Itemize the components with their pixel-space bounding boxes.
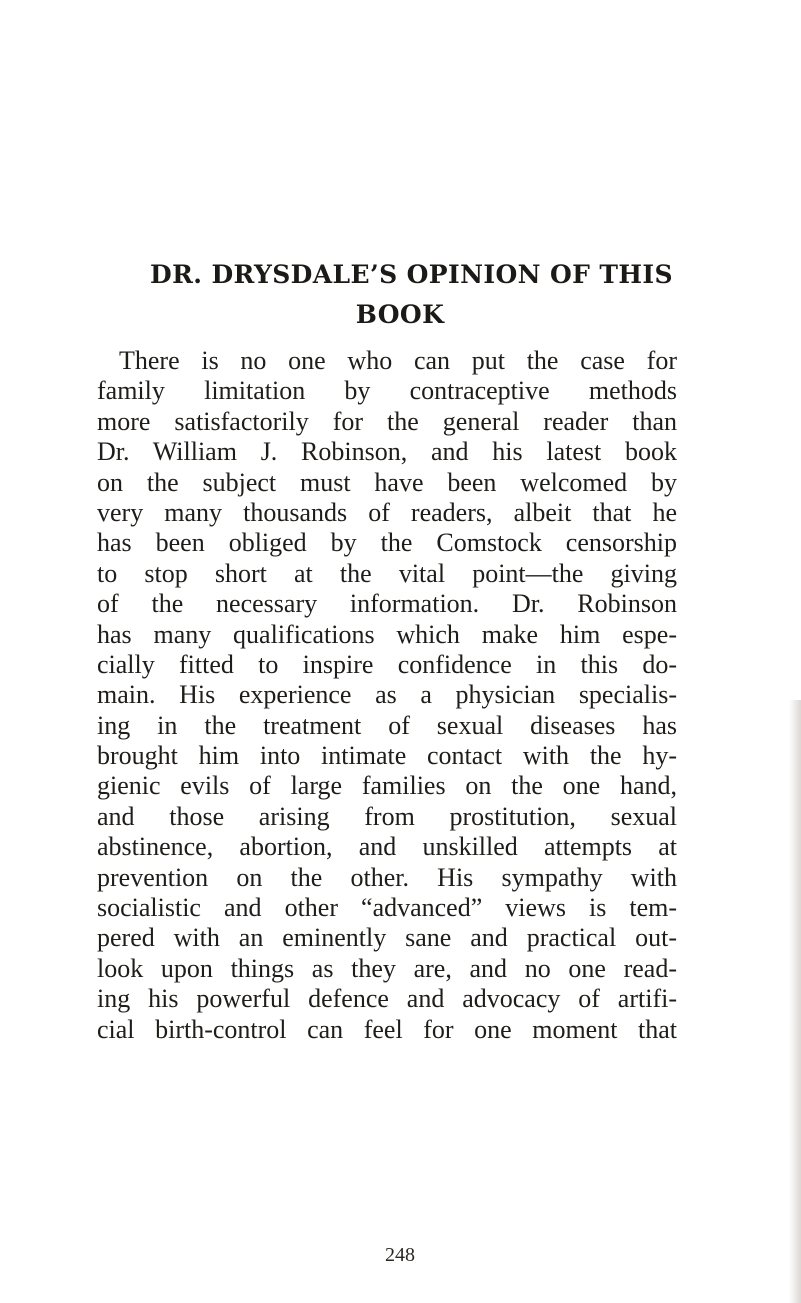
page-edge-shadow xyxy=(789,700,801,1303)
text-line: pered with an eminently sane and practical out- xyxy=(97,923,677,953)
heading-line-2: BOOK xyxy=(355,300,445,329)
body-paragraph xyxy=(97,346,677,1045)
text-line: ing his powerful defence and advocacy of artifi- xyxy=(97,984,677,1014)
text-line: and those arising from prostitution, sexual xyxy=(97,801,677,831)
text-line: has many qualifications which make him espe- xyxy=(97,619,677,649)
text-line: to stop short at the vital point—the giving xyxy=(97,558,677,588)
heading-line-1: DR. DRYSDALE’S OPINION OF THIS xyxy=(150,260,673,289)
text-line: There is no one who can put the case for xyxy=(119,346,677,375)
text-line: ing in the treatment of sexual diseases has xyxy=(97,710,677,740)
text-line: more satisfactorily for the general reader than xyxy=(97,406,677,436)
text-line: look upon things as they are, and no one read- xyxy=(97,953,677,983)
text-line: main. His experience as a physician specialis- xyxy=(97,680,677,710)
text-line: family limitation by contraceptive methods xyxy=(97,376,677,406)
text-line: very many thousands of readers, albeit that he xyxy=(97,497,677,527)
text-line: has been obliged by the Comstock censorship xyxy=(97,528,677,558)
text-line: gienic evils of large families on the one hand, xyxy=(97,771,677,801)
text-line: Dr. William J. Robinson, and his latest book xyxy=(97,437,677,467)
text-line: abstinence, abortion, and unskilled attempts at xyxy=(97,832,677,862)
text-line: cial birth-control can feel for one moment that xyxy=(97,1014,677,1044)
chapter-heading xyxy=(150,255,673,335)
text-line: of the necessary information. Dr. Robinson xyxy=(97,589,677,619)
page-number: 248 xyxy=(385,1244,415,1266)
text-line: brought him into intimate contact with the hy- xyxy=(97,741,677,771)
text-line: socialistic and other “advanced” views is tem- xyxy=(97,893,677,923)
text-line: on the subject must have been welcomed by xyxy=(97,467,677,497)
text-line: cially fitted to inspire confidence in this do- xyxy=(97,649,677,679)
text-line: prevention on the other. His sympathy with xyxy=(97,862,677,892)
